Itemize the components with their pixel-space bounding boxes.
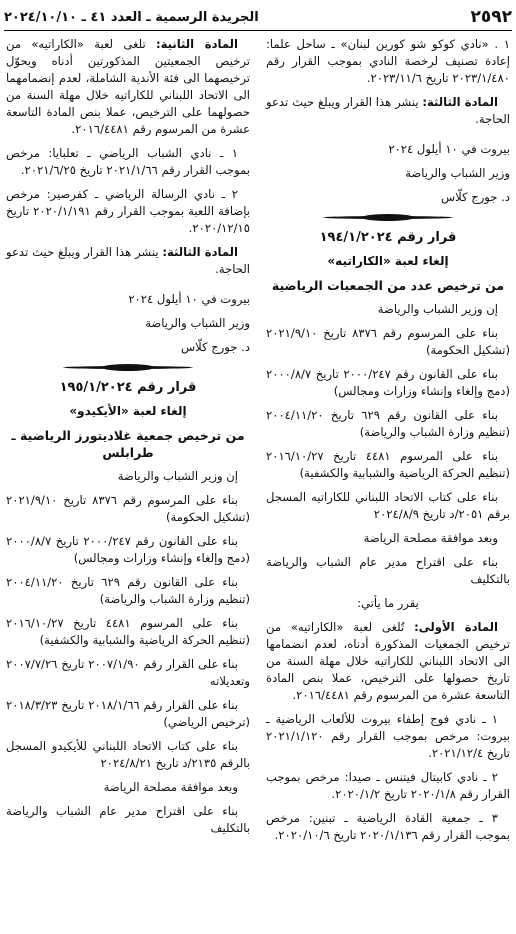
article-2 bbox=[6, 36, 250, 138]
article-text: ينشر هذا القرار ويبلغ حيث تدعو الحاجة. bbox=[6, 245, 250, 276]
preamble-line: إن وزير الشباب والرياضة bbox=[377, 302, 498, 316]
right-column bbox=[266, 36, 510, 851]
article-label: المادة الثالثة: bbox=[422, 95, 498, 109]
list-item: ١ ـ نادي فوج إطفاء بيروت للألعاب الرياضية ـ بيروت: مرخص بموجب القرار رقم ٢٠٢١/١/١٢٠ تاريخ ٢٠٢١/١٢/٤. bbox=[266, 712, 510, 760]
list-item: ١ ـ نادي الشباب الرياضي ـ تعلبايا: مرخص بموجب القرار رقم ٢٠٢١/١/٦٦ تاريخ ٢٠٢١/٦/٢٥. bbox=[6, 146, 250, 177]
list-item: ٢ ـ نادي الرسالة الرياضي ـ كفرصير: مرخص بإضافة اللعبة بموجب القرار رقم ٢٠٢٠/١/١٩١ تاريخ ٢٠٢٠/١٢/١٥. bbox=[6, 187, 250, 235]
preamble-line: بناء على القانون رقم ٢٠٠٠/٢٤٧ تاريخ ٢٠٠٠/٨/٧ (دمج وإلغاء وإنشاء وزارات ومجالس) bbox=[6, 534, 250, 565]
preamble-line: بناء على اقتراح مدير عام الشباب والرياضة بالتكليف bbox=[266, 555, 510, 586]
article-3 bbox=[6, 244, 250, 278]
article-text: ينشر هذا القرار ويبلغ حيث تدعو الحاجة. bbox=[266, 95, 510, 126]
decision-title: قرار رقم ١٩٥/١/٢٠٢٤ bbox=[59, 380, 197, 395]
preamble-line: وبعد موافقة مصلحة الرياضة bbox=[103, 780, 238, 794]
preamble-line: بناء على القانون رقم ٢٠٠٠/٢٤٧ تاريخ ٢٠٠٠/٨/٧ (دمج وإلغاء وإنشاء وزارات ومجالس) bbox=[266, 367, 510, 398]
preamble-line: بناء على المرسوم ٤٤٨١ تاريخ ٢٠١٦/١٠/٢٧ (تنظيم الحركة الرياضية والشبابية والكشفية) bbox=[266, 449, 510, 480]
article-3 bbox=[266, 94, 510, 128]
list-item: ٣ ـ جمعية القادة الرياضية ـ تبنين: مرخص بموجب القرار رقم ٢٠٢٠/١/١٣٦ تاريخ ٢٠٢٠/١٠/٦. bbox=[266, 811, 510, 842]
preamble-line: بناء على كتاب الاتحاد اللبناني للكاراتيه المسجل برقم ٢٠٥١/د تاريخ ٢٠٢٤/٨/٩ bbox=[266, 490, 510, 521]
page-number: ٢٥٩٢ bbox=[470, 7, 512, 27]
decides-line: يقرر ما يأتي: bbox=[357, 596, 419, 610]
preamble-line: بناء على القرار رقم ٢٠١٨/١/٦٦ تاريخ ٢٠١٨/٣/٢٣ (ترخيص الرياضي) bbox=[6, 698, 250, 729]
decision-subtitle-2: من ترخيص عدد من الجمعيات الرياضية bbox=[271, 278, 505, 293]
signature-place-date: بيروت في ١٠ أيلول ٢٠٢٤ bbox=[388, 142, 510, 156]
article-text: تلغى لعبة «الكاراتيه» من ترخيص الجمعيتين المذكورتين أدناه ويحوّل ترخيصهما الى فئة الأندية الشاملة، لعدم إنضمامهما الى الاتحاد اللبناني للكاراتيه خلال مهلة السنة من حصولهما على الترخيص، عملا بنص المادة التاسعة عشرة من المرسوم رقم ٢٠١٦/٤٤٨١. bbox=[6, 37, 250, 136]
preamble-line: بناء على المرسوم رقم ٨٣٧٦ تاريخ ٢٠٢١/٩/١٠ (تشكيل الحكومة) bbox=[6, 493, 250, 524]
article-label: المادة الأولى: bbox=[414, 620, 498, 634]
club-entry: ١ . «نادي كوكو شو كورين لبنان» ـ ساحل علما: إعادة تصنيف لرخصة النادي بموجب القرار رقم ٢٠٢٣/١/٤٨٠ تاريخ ٢٠٢٣/١١/٦. bbox=[266, 37, 510, 85]
section-divider bbox=[323, 216, 453, 219]
article-label: المادة الثانية: bbox=[155, 37, 238, 51]
decision-subtitle: إلغاء لعبة «الأيكيدو» bbox=[69, 404, 187, 418]
article-text: تُلغى لعبة «الكاراتيه» من ترخيص الجمعيات المذكورة أدناه، لعدم انضمامها الى الاتحاد اللبناني للكاراتيه خلال مهلة السنة من تاريخ حصولها على الترخيص، عملا بنص المادة التاسعة عشرة من المرسوم رقم ٢٠١٦/٤٤٨١. bbox=[266, 620, 510, 702]
preamble-line: بناء على المرسوم ٤٤٨١ تاريخ ٢٠١٦/١٠/٢٧ (تنظيم الحركة الرياضية والشبابية والكشفية) bbox=[6, 616, 250, 647]
preamble-line: بناء على كتاب الاتحاد اللبناني للأيكيدو المسجل بالرقم ٢١٣٥/د تاريخ ٢٠٢٤/٨/٢١ bbox=[6, 739, 250, 770]
preamble-line: بناء على اقتراح مدير عام الشباب والرياضة بالتكليف bbox=[6, 804, 250, 835]
left-column bbox=[6, 36, 250, 844]
preamble-line: بناء على القانون رقم ٦٢٩ تاريخ ٢٠٠٤/١١/٢٠ (تنظيم وزارة الشباب والرياضة) bbox=[266, 408, 510, 439]
signature-name: د. جورج كلّاس bbox=[180, 340, 250, 354]
article-1 bbox=[266, 619, 510, 704]
preamble-line: إن وزير الشباب والرياضة bbox=[117, 469, 238, 483]
decision-subtitle: إلغاء لعبة «الكاراتيه» bbox=[327, 254, 449, 268]
signature-title: وزير الشباب والرياضة bbox=[145, 316, 250, 330]
decision-subtitle-2: من ترخيص جمعية غلاديتورز الرياضية ـ طرابلس bbox=[11, 428, 245, 460]
decision-title: قرار رقم ١٩٤/١/٢٠٢٤ bbox=[319, 230, 457, 245]
signature-title: وزير الشباب والرياضة bbox=[405, 166, 510, 180]
preamble-line: بناء على القانون رقم ٦٢٩ تاريخ ٢٠٠٤/١١/٢٠ (تنظيم وزارة الشباب والرياضة) bbox=[6, 575, 250, 606]
preamble-line: بناء على القرار رقم ٢٠٠٧/١/٩٠ تاريخ ٢٠٠٧/٧/٢٦ وتعديلاته bbox=[6, 657, 250, 688]
preamble-line: بناء على المرسوم رقم ٨٣٧٦ تاريخ ٢٠٢١/٩/١٠ (تشكيل الحكومة) bbox=[266, 326, 510, 357]
preamble-line: وبعد موافقة مصلحة الرياضة bbox=[363, 531, 498, 545]
signature-name: د. جورج كلّاس bbox=[440, 190, 510, 204]
section-divider bbox=[63, 366, 193, 369]
article-label: المادة الثالثة: bbox=[162, 245, 238, 259]
page-header bbox=[4, 4, 512, 31]
list-item: ٢ ـ نادي كابيتال فيتنس ـ صيدا: مرخص بموجب القرار رقم ٢٠٢٠/١/٨ تاريخ ٢٠٢٠/١/٢. bbox=[266, 770, 510, 801]
gazette-title: الجريدة الرسمية ـ العدد ٤١ ـ ٢٠٢٤/١٠/١٠ bbox=[4, 9, 259, 25]
signature-place-date: بيروت في ١٠ أيلول ٢٠٢٤ bbox=[128, 292, 250, 306]
